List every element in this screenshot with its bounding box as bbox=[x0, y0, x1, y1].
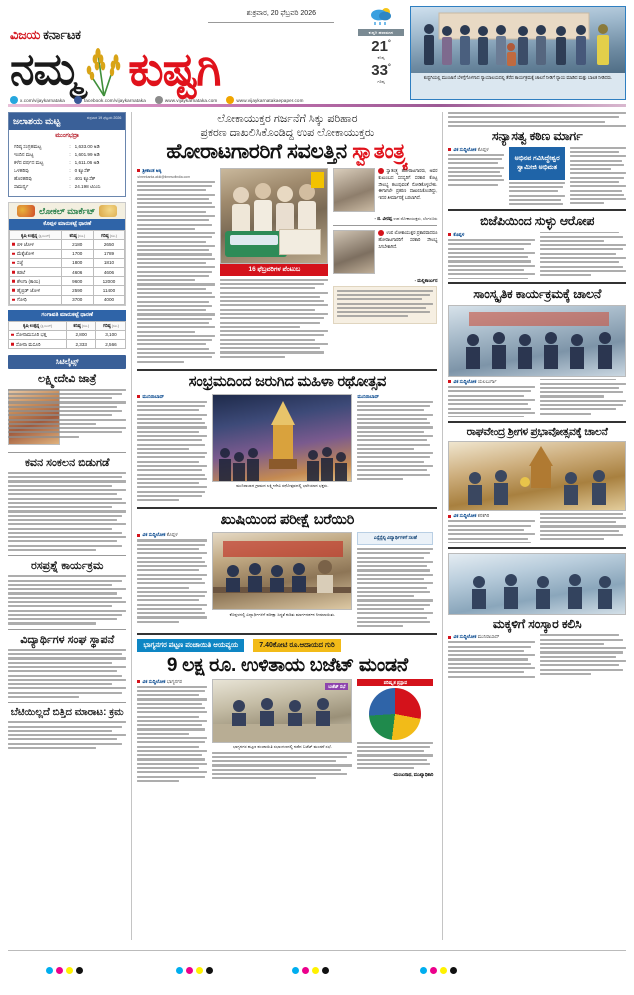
grain-market-widget bbox=[8, 310, 126, 350]
lead-photo-caption: 16 ಫೆಬ್ರವರಿಗಳ ಪೆಂಟುಬ bbox=[220, 264, 328, 276]
page-body bbox=[8, 112, 626, 940]
vegetables-icon bbox=[17, 205, 35, 217]
masthead-photo bbox=[410, 6, 626, 100]
portrait-photo-2 bbox=[333, 230, 375, 274]
masthead-photo-image bbox=[411, 7, 625, 73]
quote-block-1 bbox=[333, 168, 437, 214]
weather-location-badge: ಕುಷ್ಟಗಿ ಹವಾಮಾನ bbox=[358, 29, 404, 36]
quote-mark-icon bbox=[378, 230, 384, 236]
brief-headline-5[interactable]: ಬೆಟಿಯಿಲ್ಲದೆ ಬಿತ್ತಿದ ಮಾರಾಟ: ಕ್ರಮ bbox=[10, 707, 124, 719]
brief-text-2 bbox=[8, 472, 126, 551]
local-market-header bbox=[9, 203, 125, 219]
max-temp-label: ಗರಿಷ್ಠ bbox=[377, 78, 385, 84]
right-story4-photo bbox=[448, 441, 626, 511]
brand-prefix bbox=[10, 28, 220, 41]
right-story2-byline: ಕೊಪ್ಪಳ bbox=[448, 232, 534, 237]
facebook-icon bbox=[74, 96, 82, 104]
table-header-row bbox=[10, 231, 125, 240]
social-facebook[interactable] bbox=[74, 96, 146, 104]
social-twitter[interactable] bbox=[10, 96, 65, 104]
cmyk-mark-1 bbox=[46, 967, 83, 974]
lead-byline-mail: shreekanta.akki@timesofindia.com bbox=[137, 174, 191, 179]
table-row: ಸಜ್ಜೆ 1800 1810 bbox=[10, 258, 125, 267]
brief-text-5 bbox=[8, 721, 126, 749]
lead-text-block-1 bbox=[137, 181, 215, 363]
water-level-row: ಸಾಮರ್ಥ್ಯ : 24.198 ಟಿಎಂಸಿ bbox=[14, 184, 101, 190]
local-market-table bbox=[9, 230, 125, 305]
cmyk-mark-2 bbox=[176, 967, 213, 974]
brief-text-3 bbox=[8, 575, 126, 624]
social-epaper[interactable] bbox=[226, 96, 303, 104]
local-market-band: ಕೊಪ್ಪಳ ಮಾರುಕಟ್ಟೆ ಧಾರಣೆ bbox=[9, 219, 125, 230]
social-facebook-label: facebook.com/vijaykarnataka bbox=[83, 97, 146, 103]
lead-headline-red: ಸ್ವಾತಂತ್ರ್ಯ bbox=[352, 140, 409, 164]
table-row: ಶೇಂಗಾ (ಕಾಯಿ) 9600 12000 bbox=[10, 277, 125, 286]
col-product: ಕೃಷಿ ಉತ್ಪನ್ನ (ಕ್ವಿಂಟಲ್) bbox=[10, 231, 62, 240]
local-market-widget bbox=[8, 202, 126, 306]
right-story4-byline: ವಿಕ ಸುದ್ದಿಲೋಕ ಕನಕಗಿರಿ bbox=[448, 513, 534, 518]
water-level-row: ಇಂದಿನ ಮಟ್ಟ : 1,601.99 ಅಡಿ bbox=[14, 152, 100, 158]
mid-story2-photo-wrap bbox=[212, 532, 352, 629]
quote-mark-icon bbox=[378, 168, 384, 174]
brand-karnataka-text: ಕರ್ನಾಟಕ bbox=[43, 27, 81, 42]
right-story5-byline: ವಿಕ ಸುದ್ದಿಲೋಕ ಮುನಿರಾಬಾದ್ bbox=[448, 634, 534, 639]
portrait-photo-1 bbox=[333, 168, 375, 212]
bottom-tag-blue: ಭಾಗ್ಯನಗರ ಪಟ್ಟಣ ಪಂಚಾಯಿತಿ ಆಯವ್ಯಯ bbox=[137, 639, 244, 652]
mid-story2-text-right bbox=[357, 532, 433, 629]
lead-story-columns bbox=[137, 168, 437, 365]
water-level-row: ಗರಿಷ್ಠ ಸಂಗ್ರಹಮಟ್ಟ : 1,633.00 ಅಡಿ bbox=[14, 144, 100, 149]
col-max: ಗರಿಷ್ಠ (ರೂ.) bbox=[96, 321, 126, 330]
right-story1-headline[interactable]: ಸನ್ಯಾಸತ್ವ ಕಠಿಣ ಮಾರ್ಗ bbox=[491, 128, 583, 143]
water-level-date: ಶುಕ್ರವಾರ 19 ಫೆಬ್ರವರಿ 2026 bbox=[86, 116, 122, 120]
right-story3-byline: ವಿಕ ಸುದ್ದಿಲೋಕ ಯಲಬುರ್ಗಾ bbox=[448, 379, 534, 384]
section-divider bbox=[448, 209, 626, 211]
right-story5-body bbox=[448, 634, 626, 678]
mid-story1-caption: ಮುನಿರಾಬಾದ ಗ್ರಾಮದ ಲಕ್ಷ್ಮೀದೇವಿ ರಥೋತ್ಸವದಲ್ಲಿ ಭಾಗಿಯಾದ ಭಕ್ತರು. bbox=[236, 483, 329, 489]
table-row: ಗೋಧಿ 3700 4000 bbox=[10, 295, 125, 304]
bottom-byline: ವಿಕ ಸುದ್ದಿಲೋಕ ಭಾಗ್ಯನಗರ bbox=[137, 679, 207, 684]
divider bbox=[8, 452, 126, 453]
bottom-headline[interactable]: 9 ಲಕ್ಷ ರೂ. ಉಳಿತಾಯ ಬಜೆಟ್ ಮಂಡನೆ bbox=[166, 655, 408, 677]
right-story2-headline[interactable]: ಬಿಜೆಪಿಯಿಂದ ಸುಳ್ಳು ಆರೋಪ bbox=[480, 214, 595, 229]
lead-photo-col bbox=[220, 168, 328, 365]
section-divider bbox=[137, 633, 437, 635]
mid-story2-body bbox=[137, 532, 437, 629]
lead-byline: ಶ್ರೀಕಾಂತ ಅಕ್ಕಿ bbox=[137, 168, 215, 173]
budget-pie-chart bbox=[369, 688, 421, 740]
grain-market-band: ಗಂಗಾವತಿ ಮಾರುಕಟ್ಟೆ ಧಾರಣೆ bbox=[8, 310, 126, 321]
publication-date: ಶುಕ್ರವಾರ, 20 ಫೆಬ್ರವರಿ 2026 bbox=[246, 10, 316, 17]
right-story3-headline[interactable]: ಸಾಂಸ್ಕೃತಿಕ ಕಾರ್ಯಕ್ರಮಕ್ಕೆ ಚಾಲನೆ bbox=[473, 287, 602, 302]
weather-widget bbox=[358, 6, 404, 84]
wheat-sheaf-icon bbox=[82, 42, 128, 98]
mid-story1-byline: ಮುನಿರಾಬಾದ್ bbox=[137, 394, 207, 399]
column-divider bbox=[131, 112, 132, 940]
lead-kicker-line1: ಲೋಕಾಯುಕ್ತರ ಗರ್ಜನೆಗೆ ಸಿಕ್ಕು ಪರಿಹಾರ bbox=[217, 113, 358, 125]
min-temp-label: ಕನಿಷ್ಠ bbox=[377, 55, 385, 60]
brand-title-left: ನಮ್ಮ bbox=[10, 45, 81, 95]
section-divider bbox=[448, 282, 626, 284]
water-level-title: ಜಲಾಶಯ ಮಟ್ಟ bbox=[13, 116, 61, 126]
water-level-widget bbox=[8, 112, 126, 197]
bottom-photo-wrap bbox=[212, 679, 352, 784]
bottom-tag-yellow: 7.40ಕೋಟಿ ರೂ.ಆದಾಯದ ಗುರಿ bbox=[253, 639, 340, 652]
table-row: ಬಿಳಿ ಜೋಳ 2180 2650 bbox=[10, 240, 125, 249]
bottom-attribution: -ಮಂಜುನಾಥ, ಮುಖ್ಯಾಧಿಕಾರಿ bbox=[392, 771, 434, 777]
mid-story2-caption: ಕೊಪ್ಪಳದಲ್ಲಿ ವಿದ್ಯಾರ್ಥಿಗಳಿಗೆ ಪರೀಕ್ಷಾ ಸಿದ್ಧತೆ ಕುರಿತು ಮಾರ್ಗದರ್ಶನ ನೀಡಲಾಯಿತು. bbox=[229, 611, 336, 617]
social-twitter-label: x.com/vijaykarnataka bbox=[20, 97, 65, 103]
cmyk-registration-marks bbox=[0, 967, 634, 977]
brief-headline-2[interactable]: ಕವನ ಸಂಕಲನ ಬಿಡುಗಡೆ bbox=[24, 456, 110, 469]
table-row: ಸೋನಾ ಮಸೂರಿ 2,333 2,566 bbox=[9, 340, 126, 349]
right-story4-body bbox=[448, 513, 626, 542]
lead-photo bbox=[220, 168, 328, 264]
cmyk-mark-4 bbox=[420, 967, 457, 974]
col-min: ಕನಿಷ್ಠ (ರೂ.) bbox=[66, 321, 96, 330]
bus-graphic bbox=[225, 231, 287, 257]
cloud-rain-icon bbox=[367, 6, 395, 28]
right-story4-headline[interactable]: ರಾಘವೇಂದ್ರ ಶ್ರೀಗಳ ಪ್ರಭಾವೋತ್ಸವಕ್ಕೆ ಚಾಲನೆ bbox=[466, 425, 608, 438]
brand-title-right: ಕುಷ್ಟಗಿ bbox=[128, 43, 221, 96]
brief-headline-1[interactable]: ಲಕ್ಷ್ಮೀದೇವಿ ಜಾತ್ರೆ bbox=[37, 373, 97, 386]
right-intro-text bbox=[448, 112, 626, 127]
section-divider bbox=[137, 507, 437, 509]
twitter-icon bbox=[10, 96, 18, 104]
bottom-side-tag: ಪರಿಷ್ಕೃತ ಪ್ರಸ್ತಾವ bbox=[357, 679, 433, 686]
bottom-text-left bbox=[137, 679, 207, 784]
right-story1-body bbox=[448, 147, 626, 206]
right-story1-byline: ವಿಕ ಸುದ್ದಿಲೋಕ ಕೊಪ್ಪಳ bbox=[448, 147, 504, 152]
bottom-photo-tag: ಬಜೆಟ್ ಸಭೆ bbox=[325, 683, 348, 690]
divider bbox=[8, 555, 126, 556]
bottom-story-body bbox=[137, 679, 437, 784]
web-icon bbox=[155, 96, 163, 104]
mid-story2-headline[interactable]: ಖುಷಿಯಿಂದ ಪರೀಕ್ಷೆ ಬರೆಯಿರಿ bbox=[220, 512, 355, 529]
mid-story1-place: ಮುನಿರಾಬಾದ್ bbox=[357, 393, 380, 399]
mid-story2-byline: ವಿಕ ಸುದ್ದಿಲೋಕ ಕೊಪ್ಪಳ bbox=[137, 532, 207, 537]
right-story3-photo bbox=[448, 305, 626, 377]
masthead bbox=[0, 0, 634, 108]
water-level-row: ಕಳೆದ ವರ್ಷದ ಮಟ್ಟ : 1,611.06 ಅಡಿ bbox=[14, 160, 100, 166]
quote-text-2: ಉಪ ಲೋಕಾಯುಕ್ತರ ಪ್ರಕಾರವಾದರೂ ಹೋರಾಟಗಾರರಿಗೆ ಸರಕಾರಿ ಸೌಲಭ್ಯ ಸಿಗಬೇಕಾಗಿದೆ. bbox=[378, 229, 438, 249]
bottom-text-right bbox=[357, 679, 433, 784]
table-row: ಹೈಬ್ರಿಡ್ ಜೋಳ 2590 11400 bbox=[10, 286, 125, 295]
masthead-photo-caption: ಕುಷ್ಟಗಿಯಲ್ಲಿ ಮುಂಜಾನೆ ಬೆಳಿಗ್ಗೆಗೊಳಗಾದ ನ್ಯಾಯಾಲಯದಲ್ಲಿ ತೆರೆದ ಕಾರ್ಯಕ್ರಮಕ್ಕೆ ಚಾಲನೆ ನೀಡಿಗೆ ನ್ಯಾಯ ಮಾಡಿದ ಮತ್ತು ಬಾಲಕ ನೀಡಿದರು. bbox=[423, 75, 613, 80]
mid-story2-photo bbox=[212, 532, 352, 610]
water-level-body bbox=[9, 130, 125, 196]
quote-attribution-1: - ಬಿ. ವೀರಪ್ಪ ಉಪ ಲೋಕಾಯುಕ್ತರು, ಬೆಂಗಳೂರು bbox=[374, 215, 438, 221]
brand-vijaya-text: ವಿಜಯ bbox=[10, 27, 41, 42]
right-story2-body bbox=[448, 232, 626, 278]
brief-body-1 bbox=[8, 389, 126, 448]
water-level-row: ಒಳಹರಿವು : 0 ಕ್ಯೂಸೆಕ್ bbox=[14, 168, 91, 174]
citylights-band: ಸಿಟಿಲೈಟ್ಸ್ bbox=[8, 355, 126, 369]
lead-headline[interactable] bbox=[137, 141, 437, 164]
social-epaper-label: www.vijaykarnatakaepaper.com bbox=[236, 97, 304, 103]
lead-kicker-line2: ಪ್ರಕರಣ ದಾಖಲಿಸಿಕೊಂಡಿದ್ದ ಉಪ ಲೋಕಾಯುಕ್ತರು bbox=[200, 127, 375, 140]
main-content bbox=[137, 112, 437, 940]
newspaper-logo bbox=[10, 28, 220, 98]
water-level-row: ಹೊರಹರಿವು : 401 ಕ್ಯೂಸೆಕ್ bbox=[14, 176, 96, 182]
left-sidebar bbox=[8, 112, 126, 940]
table-row: ಸೋನಾಮಸೂರಿ ಭತ್ತ 2,800 3,100 bbox=[9, 330, 126, 339]
epaper-icon bbox=[226, 96, 234, 104]
table-row: ಕಡಲೆ 4606 4606 bbox=[10, 267, 125, 276]
right-story5-headline[interactable]: ಮಕ್ಕಳಿಗೆ ಸಂಸ್ಕಾರ ಕಲಿಸಿ bbox=[492, 616, 582, 631]
col-product: ಕೃಷಿ ಉತ್ಪನ್ನ (ಕ್ವಿಂಟಲ್) bbox=[9, 321, 67, 330]
water-level-subtitle: ಮುಂಗಭದ್ರಾ bbox=[55, 133, 80, 139]
mid-story1-headline[interactable]: ಸಂಭ್ರಮದಿಂದ ಜರುಗಿದ ಮಹಿಳಾ ರಥೋತ್ಸವ bbox=[188, 373, 387, 390]
table-header-row bbox=[9, 321, 126, 330]
brief-headline-3[interactable]: ರಸಪ್ರಶ್ನೆ ಕಾರ್ಯಕ್ರಮ bbox=[31, 560, 104, 573]
divider bbox=[8, 629, 126, 630]
grain-market-table bbox=[8, 321, 126, 350]
col-max: ಗರಿಷ್ಠ (ರೂ.) bbox=[93, 231, 125, 240]
social-links bbox=[10, 96, 304, 104]
mid-story1-text-left bbox=[137, 394, 207, 504]
local-market-title: ಲೋಕಲ್ ಮಾರ್ಕೆಟ್ bbox=[39, 205, 96, 216]
lead-quotes-col bbox=[333, 168, 437, 365]
sidebar-note-box bbox=[333, 286, 437, 324]
mid-story2-tag: ಎಸ್ಸೆಸ್ಸೆಲ್ಸಿ ವಿದ್ಯಾರ್ಥಿಗಳಿಗೆ ಸಲಹೆ bbox=[357, 532, 433, 545]
lead-text-block-2 bbox=[220, 279, 328, 358]
masthead-divider bbox=[8, 104, 626, 107]
right-story3-body bbox=[448, 379, 626, 417]
section-divider bbox=[448, 421, 626, 423]
water-level-header bbox=[9, 113, 125, 130]
flag-badge bbox=[311, 172, 324, 188]
right-column bbox=[448, 112, 626, 940]
divider bbox=[8, 702, 126, 703]
mid-story1-photo-wrap bbox=[212, 394, 352, 504]
footer-divider bbox=[8, 950, 626, 951]
brand-title bbox=[10, 42, 220, 98]
id-card-graphic bbox=[279, 229, 321, 255]
max-temperature: 33° bbox=[371, 62, 391, 79]
col-min: ಕನಿಷ್ಠ (ರೂ.) bbox=[62, 231, 93, 240]
mid-story1-body bbox=[137, 394, 437, 504]
column-divider bbox=[442, 112, 443, 940]
bottom-photo bbox=[212, 679, 352, 743]
social-website-label: www.vijaykarnataka.com bbox=[164, 97, 218, 103]
mid-story1-text-right bbox=[357, 394, 433, 504]
section-divider bbox=[448, 547, 626, 549]
section-divider bbox=[137, 369, 437, 371]
lead-text-col bbox=[137, 168, 215, 365]
quote-text-1: ಸ್ವಾತಂತ್ರ್ಯ ಹೋರಾಟಗಾರರು, ಅವರ ಕುಟುಂಬದ ಸದಸ್ಯರಿಗೆ ಸರಕಾರ ಕೊಟ್ಟ ಸೌಲಭ್ಯ ತಲುಪುವಂತೆ ನೋಡಿಕೊಳ್ಳಬೇಕು. ಈಗಾಗಲೇ ಪ್ರಕರಣ ದಾಖಲಿಸಿಕೊಂಡಿದ್ದು, ಇದರ ತೀರ್ಮಾನಕ್ಕೆ ಬರಲಾಗಿದೆ. bbox=[378, 167, 438, 201]
bottom-caption: ಭಾಗ್ಯನಗರ ಪಟ್ಟಣ ಪಂಚಾಯಿತಿ ಸಭಾಂಗಣದಲ್ಲಿ ನಡೆದ ಬಜೆಟ್ ಮಂಡನೆ ಸಭೆ. bbox=[232, 744, 332, 750]
quote-attribution-2: - ಮಲ್ಲಿಕಾರ್ಜುನ bbox=[414, 277, 438, 283]
mid-story2-text-left bbox=[137, 532, 207, 629]
cmyk-mark-3 bbox=[292, 967, 329, 974]
date-divider bbox=[208, 22, 334, 23]
brief-text-4 bbox=[8, 649, 126, 698]
right-story1-callout: ಅಭಿನವ ಗವಿಸಿದ್ಧೇಶ್ವರ ಸ್ವಾಮೀಜಿ ಅಭಿಮತ bbox=[509, 147, 565, 180]
min-temperature: 21° bbox=[371, 38, 391, 56]
brief-headline-4[interactable]: ವಿದ್ಯಾರ್ಥಿಗಳ ಸಂಘ ಸ್ಥಾಪನೆ bbox=[20, 633, 115, 646]
social-website[interactable] bbox=[155, 96, 218, 104]
bottom-banner bbox=[137, 639, 437, 652]
right-story5-photo bbox=[448, 553, 626, 615]
grains-icon bbox=[99, 205, 117, 217]
mid-story1-photo bbox=[212, 394, 352, 482]
quote-block-2 bbox=[333, 230, 437, 276]
lead-headline-black: ಹೋರಾಟಗಾರರಿಗೆ ಸವಲತ್ತಿನ bbox=[166, 140, 353, 164]
table-row: ಮೆಕ್ಕೆಜೋಳ 1700 1789 bbox=[10, 249, 125, 258]
